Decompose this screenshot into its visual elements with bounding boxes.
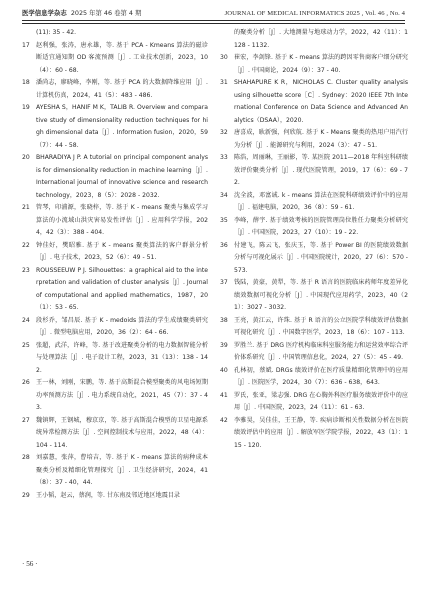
reference-text: 崔宏，李剑锋. 基于 K - means 算法的跨因零售商客户细分研究［J］. 中国商论，2024（9）：37 - 40. bbox=[234, 54, 408, 74]
reference-item bbox=[220, 390, 408, 415]
reference-item bbox=[22, 240, 208, 265]
reference-item bbox=[220, 215, 408, 240]
reference-text: 罗氏，张亚，梁志强. DRG 在心胸外科医疗服务绩效评价中的应用［J］. 中国医院，2023，24（11）：61 - 63. bbox=[234, 391, 408, 411]
reference-item bbox=[22, 102, 208, 152]
reference-number: 35 bbox=[220, 216, 228, 224]
reference-number: 37 bbox=[220, 279, 228, 286]
reference-text: 潘尚志，廖晓峰，李刚，等. 基于 PCA 的大数据降维应用［J］. 计算机仿真，2024，41（5）：483 - 486. bbox=[36, 79, 208, 99]
reference-number: 26 bbox=[22, 379, 30, 386]
reference-number: 40 bbox=[220, 366, 228, 374]
reference-number: 38 bbox=[220, 316, 228, 324]
reference-text: 王一林，刘刚，宋鹏，等. 基于高斯混合模型聚类的风电场短期功率预测方法［J］. 电力系统自动化，2021，45（7）：37 - 43. bbox=[36, 379, 208, 411]
reference-text: 王亮，黄江云，许珠. 基于 R 语言的公立医院学科绩效评估数据可视化研究［J］. 中国数字医学，2023，18（6）：107 - 113. bbox=[234, 316, 408, 336]
reference-text: 赵利强，张涛，唐永雄，等. 基于 PCA - Kmeans 算法的磁诊断适宜通知期 OD 客流预测［J］. 工业技术创新，2023，10（4）：60 - 68. bbox=[36, 41, 208, 74]
reference-item bbox=[220, 52, 408, 77]
reference-number: 36 bbox=[220, 241, 228, 249]
reference-number: 42 bbox=[220, 416, 228, 424]
reference-item bbox=[22, 377, 208, 415]
reference-number: 33 bbox=[220, 154, 228, 161]
reference-text: 沈全波，邓富诚. k - means 算法在医院科研绩效评价中的应用［J］. 福建电脑，2020，36（8）：59 - 61. bbox=[234, 191, 408, 211]
reference-number: 20 bbox=[22, 154, 30, 161]
reference-item bbox=[22, 265, 208, 315]
reference-number: 30 bbox=[220, 54, 228, 61]
reference-number: 32 bbox=[220, 129, 228, 136]
reference-number: 18 bbox=[22, 79, 30, 86]
reference-text: 管琴，印浦源，张晓梓，等. 基于 K - means 聚类与集成学习算法的小流域山洪灾害易发性评估［J］. 应用科学学报，2024，42（3）：388 - 404. bbox=[36, 204, 208, 236]
reference-item bbox=[22, 202, 208, 240]
reference-item bbox=[220, 190, 408, 215]
reference-item bbox=[220, 77, 408, 127]
reference-text: AYESHA S，HANIF M K，TALIB R. Overview and comparative study of dimensionality reduction techniques for high dimensional data［J］. Information fusion，2020，59（7）：44 - 58. bbox=[36, 104, 208, 149]
reference-number: 27 bbox=[22, 416, 30, 424]
reference-text: (11): 35 - 42. bbox=[36, 29, 77, 36]
reference-item bbox=[22, 315, 208, 340]
reference-number: 28 bbox=[22, 454, 30, 461]
reference-text: 罗胜兰. 基于 DRG 医疗机构临床科室服务能力和运营效率综合评价体系研究［J］. 中国管理信息化，2024，27（5）：45 - 49. bbox=[234, 341, 408, 361]
reference-number: 29 bbox=[22, 491, 30, 499]
reference-item bbox=[220, 340, 408, 365]
reference-number: 21 bbox=[22, 204, 30, 211]
page-number: · 56 · bbox=[22, 560, 38, 568]
issue-info-cn: 2025 年第 46 卷第 4 期 bbox=[70, 9, 142, 17]
references-right-column bbox=[220, 27, 408, 452]
reference-item bbox=[22, 152, 208, 202]
reference-text: 钟佳好，樊昭雅. 基于 K - means 聚类算法的客户群景分析［J］. 电子技术，2023，52（6）：49 - 51. bbox=[36, 241, 208, 261]
reference-item bbox=[22, 27, 208, 40]
reference-item bbox=[220, 127, 408, 152]
reference-text: 的聚类分析［J］. 大地测量与地球动力学，2022，42（11）：1128 - 1132. bbox=[234, 29, 408, 49]
reference-number: 39 bbox=[220, 341, 228, 349]
reference-text: 张超，武洋，许峰，等. 基于改进聚类分析的电力数据智能分析与处理算法［J］. 电子设计工程，2023，31（13）：138 - 142. bbox=[36, 341, 208, 374]
reference-text: 钱陆，黄豪，黄犁，等. 基于 R 语言的医院临床药师年度差异化绩效数据可视化分析［J］. 中国现代应用药学，2023，40（21）：3027 - 3032. bbox=[234, 279, 408, 311]
reference-text: 魏镇辉，王钢城，穆京京，等. 基于高斯混合模型的卫星电源系统异常检测方法［J］. 空间控制技术与应用，2022，48（4）：104 - 114. bbox=[36, 416, 208, 449]
reference-text: 李峰，薛宇. 基于绩效考核的医院管理岗位胜任力聚类分析研究［J］. 中国医院，2023，27（10）：19 - 22. bbox=[234, 216, 408, 236]
reference-item bbox=[22, 415, 208, 453]
reference-number: 31 bbox=[220, 79, 228, 86]
reference-number: 19 bbox=[22, 104, 30, 111]
header-left bbox=[22, 9, 141, 18]
reference-number: 24 bbox=[22, 316, 30, 324]
journal-title-en: JOURNAL OF MEDICAL INFORMATICS 2025 , Vol. 46 , No. 4 bbox=[224, 10, 405, 17]
reference-item bbox=[22, 77, 208, 102]
reference-item bbox=[22, 340, 208, 378]
reference-item bbox=[220, 415, 408, 453]
reference-number bbox=[220, 27, 234, 52]
journal-title-cn: 医学信息学杂志 bbox=[22, 9, 67, 17]
reference-text: 段杉乔，邹昌辰. 基于 K - medoids 算法的学生成绩聚类研究［J］. 微型电脑应用，2020，36（2）：64 - 66. bbox=[36, 316, 208, 336]
reference-text: 李雅昊，吴佳佳，王王静，等. 疾病诊断相关性数据分析在医院绩效评估中的应用［J］. 解放军医学院学报，2022，43（1）：115 - 120. bbox=[234, 416, 408, 449]
reference-item bbox=[22, 490, 208, 503]
reference-item bbox=[220, 277, 408, 315]
reference-text: BHARADIYA J P. A tutorial on principal component analysis for dimensionality reduction in machine learning［J］. International journal of innovative science and research technology，2023，8（5）：2028 - 2032. bbox=[36, 154, 208, 199]
reference-item bbox=[22, 40, 208, 78]
reference-item bbox=[22, 452, 208, 490]
reference-item bbox=[220, 240, 408, 278]
reference-text: ROUSSEEUW P J. Silhouettes：a graphical aid to the interpretation and validation of cluster analysis［J］. Journal of computational and applied mathematics，1987，20（1）：53 - 65. bbox=[36, 266, 208, 311]
reference-number: 41 bbox=[220, 391, 228, 399]
reference-number: 17 bbox=[22, 41, 30, 49]
reference-item bbox=[220, 27, 408, 52]
reference-text: 付建飞，陈云飞，张庆玉，等. 基于 Power BI 的医院绩效数据分析与可视化展示［J］. 中国医院统计，2020，27（6）：570 - 573. bbox=[234, 241, 408, 274]
header-rule-thin bbox=[22, 23, 405, 24]
reference-item bbox=[220, 152, 408, 190]
reference-number: 23 bbox=[22, 266, 30, 274]
reference-text: 王小韬，赵云，蔡润，等. 甘东南及邻近地区地震目录 bbox=[36, 491, 181, 499]
reference-text: 陈浩，周丽琳，王丽影，等. 某医院 2011—2018 年科室科研绩效评价聚类分析［J］. 现代医院管理，2019，17（6）：69 - 72. bbox=[234, 154, 408, 186]
reference-text: 孔林初，蔡斌. DRGs 绩效评价在医疗质量精细化管理中的应用［J］. 医院医学，2024，30（7）：636 - 638，643. bbox=[234, 366, 408, 386]
reference-number: 34 bbox=[220, 191, 228, 199]
reference-text: SHAHAPURE K R，NICHOLAS C. Cluster quality analysis using silhouette score［C］. Sydney：2020 IEEE 7th International Conference on Data Science and Advanced Analytics（DSAA），2020. bbox=[234, 79, 408, 124]
reference-number bbox=[22, 27, 36, 40]
reference-item bbox=[220, 365, 408, 390]
reference-text: 唐喜成，耿新强，何欣航. 基于 K - Means 聚类的热用户用汽行为分析［J］. 能源研究与利用，2024（3）：47 - 51. bbox=[234, 129, 408, 149]
reference-number: 22 bbox=[22, 241, 30, 249]
header-rule-thick bbox=[22, 20, 405, 21]
reference-item bbox=[220, 315, 408, 340]
reference-text: 刘嘉慧，张萍，曹培吉，等. 基于 K - means 算法的病种成本聚类分析及精细化管理探究［J］. 卫生经济研究，2024，41（8）：37 - 40，44. bbox=[36, 454, 208, 486]
running-header bbox=[22, 6, 405, 18]
references-left-column bbox=[22, 27, 208, 502]
reference-number: 25 bbox=[22, 341, 30, 349]
